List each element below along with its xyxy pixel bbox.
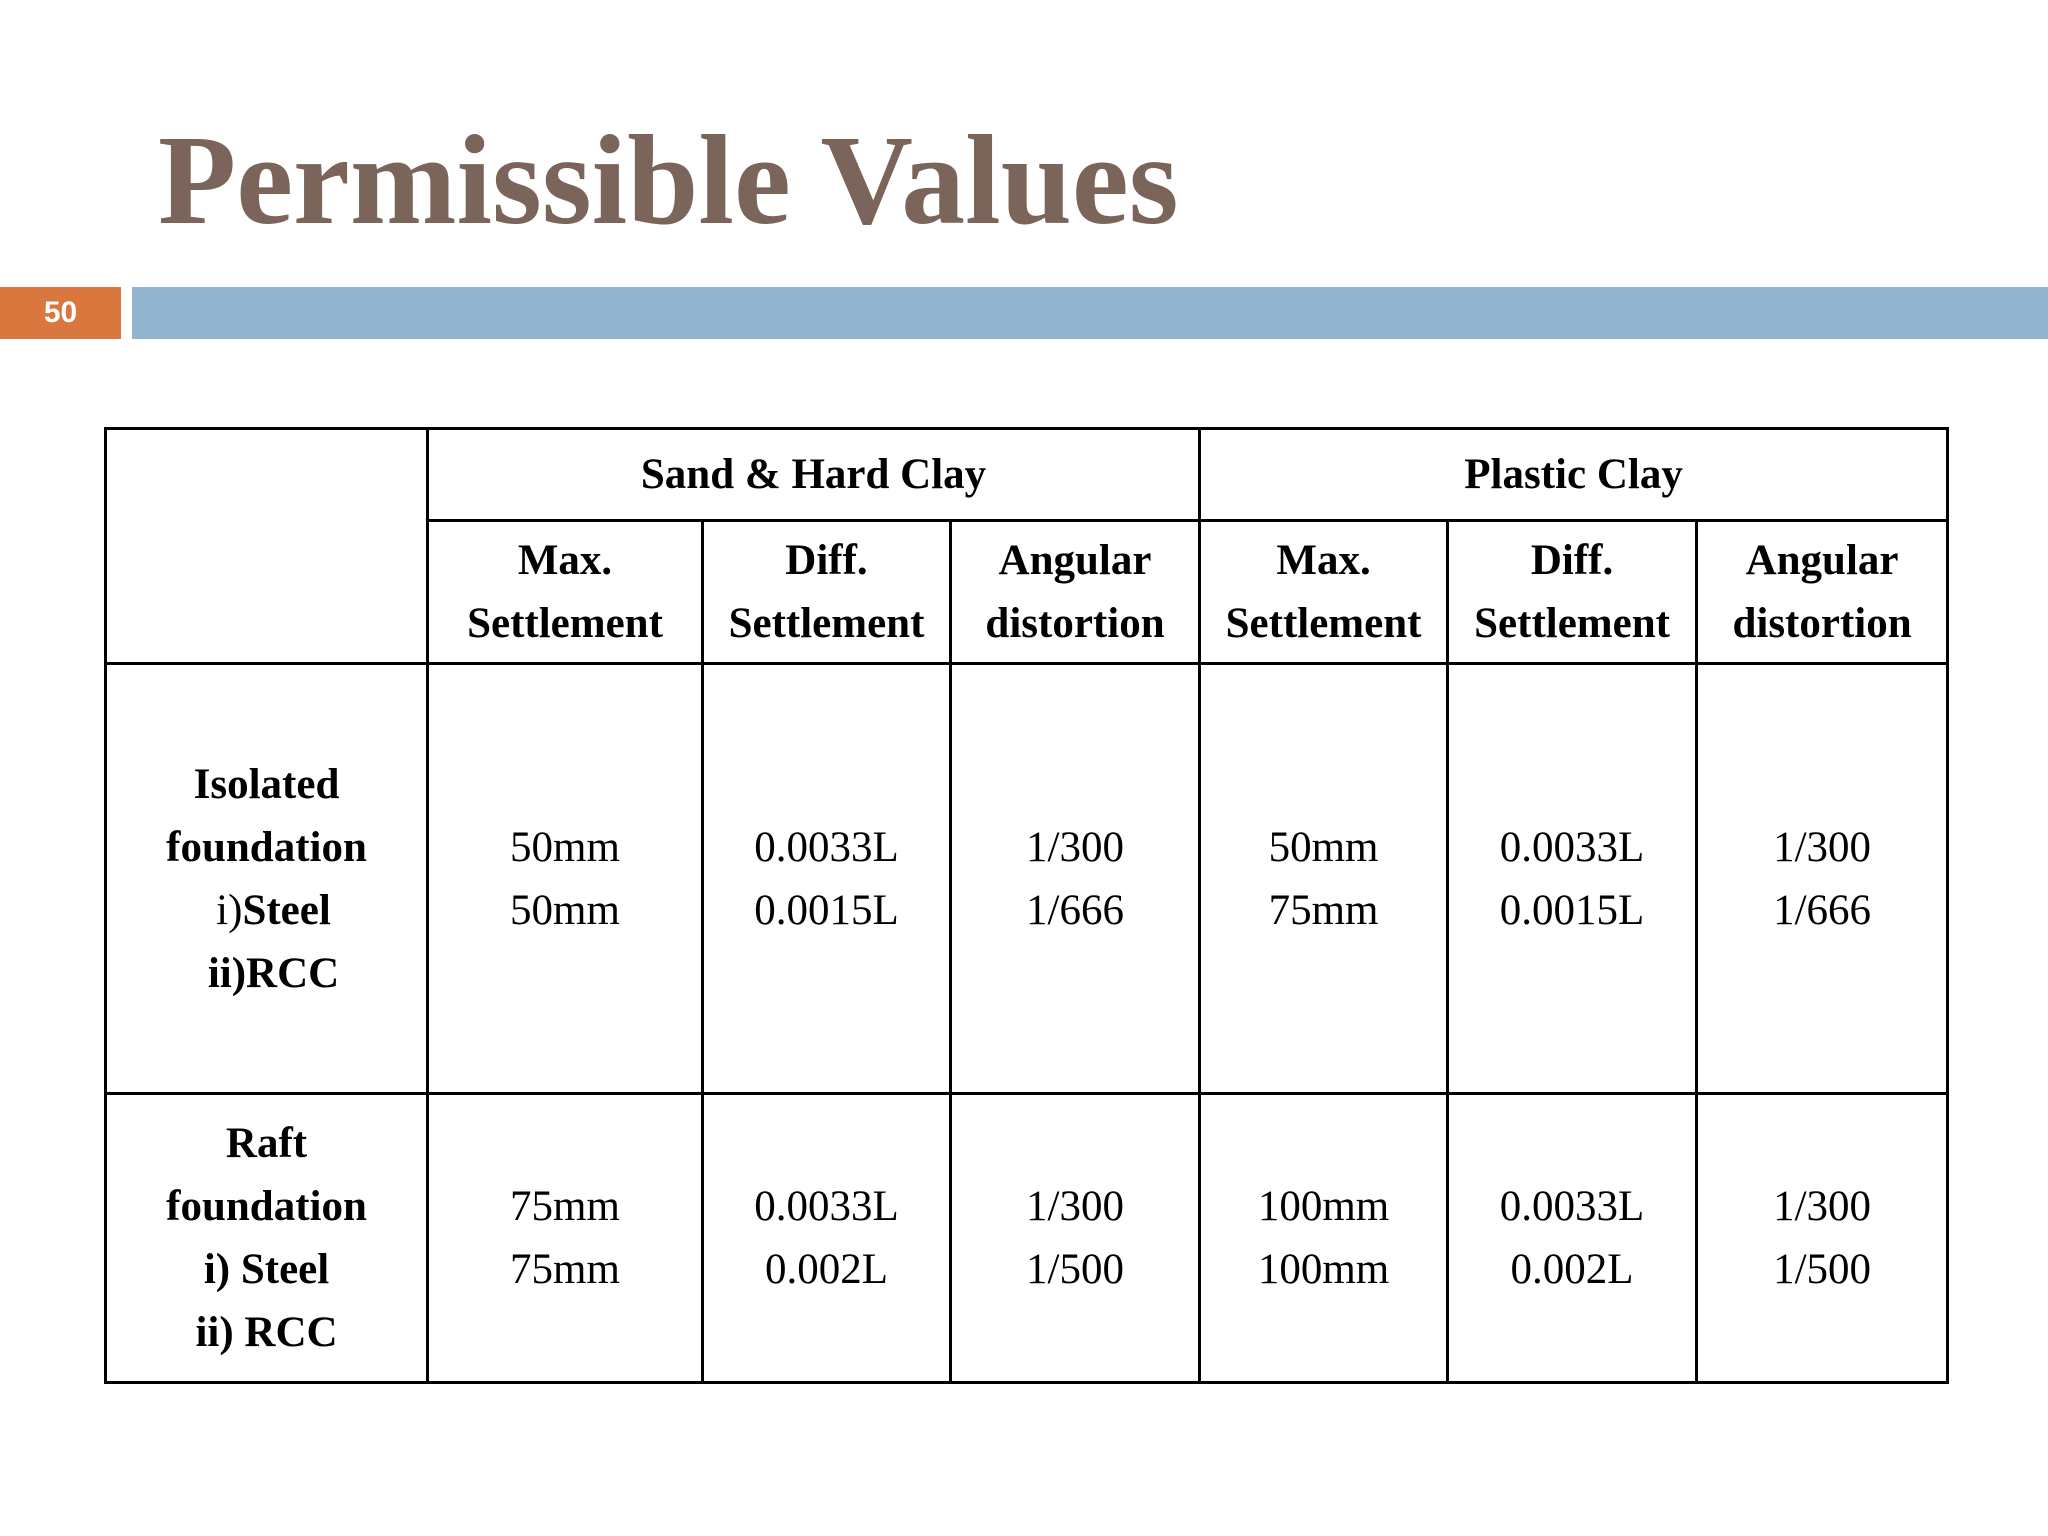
subheader-line: distortion	[985, 600, 1165, 647]
cell-value: 0.0033L	[754, 823, 899, 871]
table-cell	[703, 664, 951, 1094]
cell-value: 50mm	[510, 823, 620, 871]
table-corner-cell	[106, 429, 428, 664]
cell-value: 1/666	[1773, 886, 1872, 934]
row-label-line: Raft	[225, 1120, 308, 1167]
table-group-header-row	[106, 429, 1948, 521]
cell-value: 75mm	[510, 1246, 620, 1293]
subheader-sand-diff-settlement	[703, 521, 951, 664]
row-label-isolated-foundation	[106, 664, 428, 1094]
table-cell	[703, 1094, 951, 1383]
group-header-sand-hard-clay: Sand & Hard Clay	[428, 429, 1200, 521]
subheader-line: Angular	[1745, 537, 1899, 584]
cell-value: 1/500	[1026, 1246, 1124, 1293]
table-cell	[1697, 664, 1948, 1094]
slide-title: Permissible Values	[158, 109, 1179, 251]
cell-value: 0.0015L	[754, 886, 899, 934]
cell-value: 1/300	[1773, 823, 1872, 871]
permissible-values-table	[104, 427, 1949, 1384]
row-label-line: ii) RCC	[195, 1309, 338, 1356]
cell-value: 1/666	[1026, 886, 1124, 934]
cell-value: 1/500	[1773, 1246, 1872, 1293]
table-cell	[1200, 1094, 1448, 1383]
row-label-line: Isolated	[193, 760, 340, 808]
subheader-line: Diff.	[1530, 537, 1614, 584]
table-row	[106, 1094, 1948, 1383]
table-cell	[1448, 1094, 1697, 1383]
row-label-text: Steel	[242, 886, 331, 934]
subheader-plastic-angular-distortion	[1697, 521, 1948, 664]
subheader-line: Settlement	[728, 600, 925, 647]
row-label-line: ii)RCC	[207, 949, 340, 997]
row-label-line: foundation	[166, 1183, 367, 1230]
subheader-plastic-max-settlement	[1200, 521, 1448, 664]
cell-value: 50mm	[510, 886, 620, 934]
cell-value: 50mm	[1268, 823, 1379, 871]
cell-value: 0.0033L	[1499, 1183, 1645, 1230]
table-cell	[1200, 664, 1448, 1094]
table-cell	[951, 1094, 1200, 1383]
cell-value: 75mm	[1268, 886, 1379, 934]
subheader-plastic-diff-settlement	[1448, 521, 1697, 664]
subheader-line: Max.	[517, 537, 613, 584]
subheader-line: Angular	[998, 537, 1152, 584]
table-cell	[951, 664, 1200, 1094]
row-label-line: foundation	[166, 823, 367, 871]
cell-value: 1/300	[1026, 1183, 1124, 1230]
subheader-sand-max-settlement	[428, 521, 703, 664]
slide-number-badge: 50	[0, 287, 121, 339]
table-cell	[428, 1094, 703, 1383]
subheader-line: Max.	[1276, 537, 1371, 584]
subheader-line: Settlement	[1225, 600, 1422, 647]
table-cell	[1697, 1094, 1948, 1383]
table-row	[106, 664, 1948, 1094]
cell-value: 1/300	[1773, 1183, 1872, 1230]
row-label-raft-foundation	[106, 1094, 428, 1383]
cell-value: 100mm	[1257, 1246, 1390, 1293]
cell-value: 0.0033L	[1499, 823, 1645, 871]
subheader-line: Settlement	[467, 600, 663, 647]
table-cell	[428, 664, 703, 1094]
accent-bar	[132, 287, 2048, 339]
cell-value: 0.002L	[764, 1246, 889, 1293]
cell-value: 0.0015L	[1499, 886, 1645, 934]
cell-value: 1/300	[1026, 823, 1124, 871]
row-label-line	[107, 879, 426, 942]
row-label-line: i) Steel	[203, 1246, 330, 1293]
cell-value: 100mm	[1257, 1183, 1390, 1230]
cell-value: 0.002L	[1510, 1246, 1634, 1293]
cell-value: 75mm	[510, 1183, 620, 1230]
subheader-line: distortion	[1732, 600, 1912, 647]
group-header-plastic-clay: Plastic Clay	[1200, 429, 1948, 521]
subheader-line: Diff.	[785, 537, 868, 584]
table-cell	[1448, 664, 1697, 1094]
subheader-line: Settlement	[1474, 600, 1670, 647]
row-label-prefix: i)	[216, 886, 243, 934]
subheader-sand-angular-distortion	[951, 521, 1200, 664]
cell-value: 0.0033L	[754, 1183, 899, 1230]
